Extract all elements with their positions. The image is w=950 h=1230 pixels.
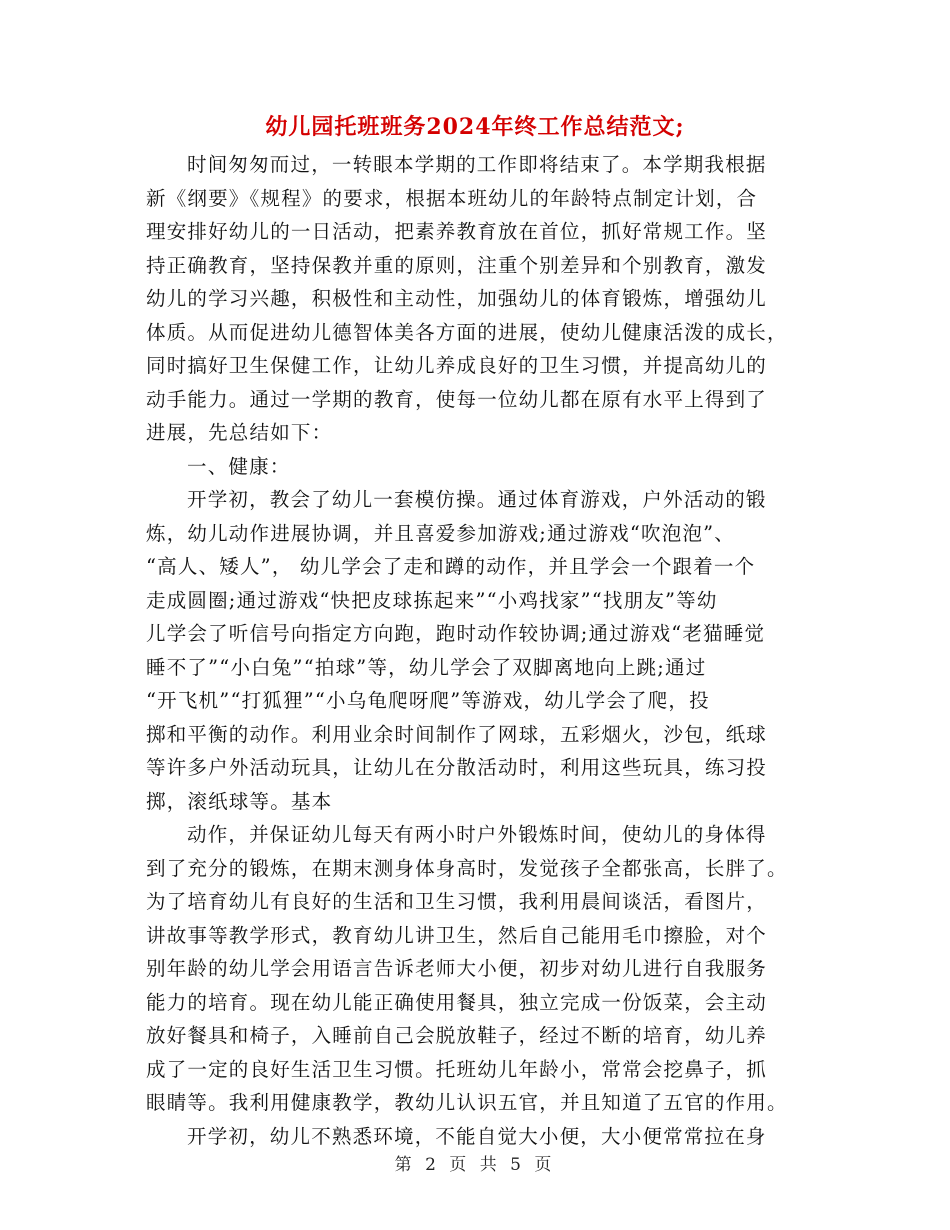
paragraph-line: 持正确教育，坚持保教并重的原则，注重个别差异和个别教育，激发 bbox=[146, 253, 768, 277]
document-title: 幼儿园托班班务2024年终工作总结范文; bbox=[265, 114, 685, 140]
paragraph-line: 别年龄的幼儿学会用语言告诉老师大小便，初步对幼儿进行自我服务 bbox=[146, 957, 768, 980]
paragraph-line: 掷，滚纸球等。基本 bbox=[146, 789, 333, 813]
paragraph-line: 讲故事等教学形式，教育幼儿讲卫生，然后自己能用毛巾擦脸，对个 bbox=[146, 923, 768, 947]
paragraph-line: 睡不了”“小白兔”“拍球”等，幼儿学会了双脚离地向上跳;通过 bbox=[146, 655, 707, 679]
paragraph-line: 掷和平衡的动作。利用业余时间制作了网球，五彩烟火，沙包，纸球 bbox=[146, 722, 768, 746]
paragraph-line: 动手能力。通过一学期的教育，使每一位幼儿都在原有水平上得到了 bbox=[146, 387, 768, 411]
paragraph-line: 等许多户外活动玩具，让幼儿在分散活动时，利用这些玩具，练习投 bbox=[146, 756, 768, 779]
paragraph-line: 开学初，教会了幼儿一套模仿操。通过体育游戏，户外活动的锻 bbox=[187, 488, 767, 511]
paragraph-line: 成了一定的良好生活卫生习惯。托班幼儿年龄小，常常会挖鼻子，抓 bbox=[146, 1057, 768, 1081]
document-body bbox=[146, 148, 806, 1153]
paragraph-line: 眼睛等。我利用健康教学，教幼儿认识五官，并且知道了五官的作用。 bbox=[146, 1091, 788, 1114]
paragraph-line: 走成圆圈;通过游戏“快把皮球拣起来”“小鸡找家”“找朋友”等幼 bbox=[146, 588, 718, 612]
paragraph-line: 同时搞好卫生保健工作，让幼儿养成良好的卫生习惯，并提高幼儿的 bbox=[146, 354, 768, 377]
paragraph-line: 到了充分的锻炼，在期末测身体身高时，发觉孩子全都张高，长胖了。 bbox=[146, 856, 788, 880]
paragraph-line: 炼，幼儿动作进展协调，并且喜爱参加游戏;通过游戏“吹泡泡”、 bbox=[146, 521, 736, 545]
paragraph-line: 儿学会了听信号向指定方向跑，跑时动作较协调;通过游戏“老猫睡觉 bbox=[146, 622, 766, 645]
paragraph-line: 幼儿的学习兴趣，积极性和主动性，加强幼儿的体育锻炼，增强幼儿 bbox=[146, 287, 768, 310]
paragraph-line: 体质。从而促进幼儿德智体美各方面的进展，使幼儿健康活泼的成长， bbox=[146, 320, 788, 344]
paragraph-line: 新《纲要》《规程》的要求，根据本班幼儿的年龄特点制定计划，合 bbox=[146, 186, 758, 210]
paragraph-line: 放好餐具和椅子，入睡前自己会脱放鞋子，经过不断的培育，幼儿养 bbox=[146, 1024, 768, 1047]
paragraph-line: 能力的培育。现在幼儿能正确使用餐具，独立完成一份饭菜，会主动 bbox=[146, 990, 768, 1014]
paragraph-line: 理安排好幼儿的一日活动，把素养教育放在首位，抓好常规工作。坚 bbox=[146, 220, 768, 243]
paragraph-line: “高人、矮人”， 幼儿学会了走和蹲的动作，并且学会一个跟着一个 bbox=[146, 555, 756, 578]
paragraph-line: 动作，并保证幼儿每天有两小时户外锻炼时间，使幼儿的身体得 bbox=[187, 823, 767, 846]
section-heading: 一、健康： bbox=[187, 454, 291, 478]
page-number-footer: 第 2 页 共 5 页 bbox=[394, 1155, 556, 1175]
paragraph-line: 为了培育幼儿有良好的生活和卫生习惯，我利用晨间谈活，看图片， bbox=[146, 890, 768, 913]
paragraph-line: 进展，先总结如下： bbox=[146, 421, 333, 444]
paragraph-line: 开学初，幼儿不熟悉环境，不能自觉大小便，大小便常常拉在身 bbox=[187, 1124, 767, 1148]
paragraph-line: 时间匆匆而过，一转眼本学期的工作即将结束了。本学期我根据 bbox=[187, 153, 767, 176]
paragraph-line: “开飞机”“打狐狸”“小乌龟爬呀爬”等游戏，幼儿学会了爬，投 bbox=[146, 689, 710, 712]
